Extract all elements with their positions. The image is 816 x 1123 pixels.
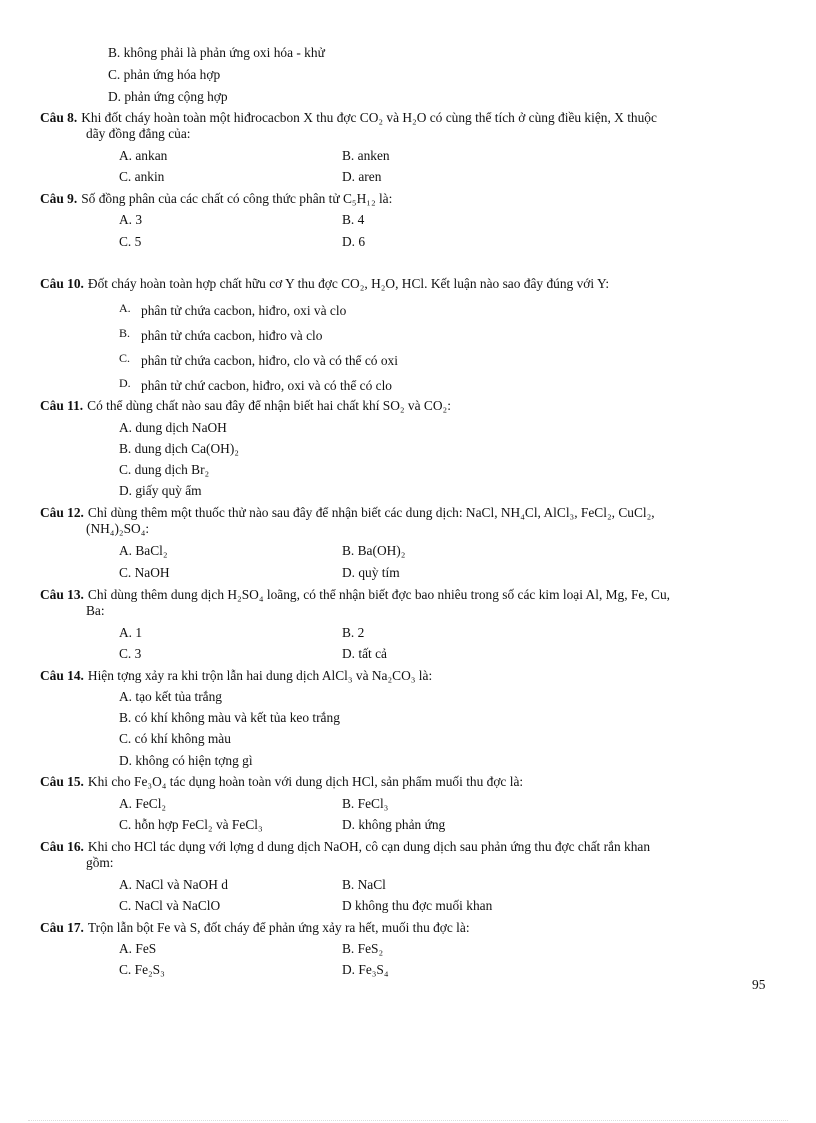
option-text: phân tử chứ cacbon, hiđro, oxi và có thể có clo (141, 378, 393, 393)
option-b: B. FeS₂ (342, 941, 384, 956)
option-b: B. 4 (342, 212, 365, 227)
question-text: Khi đốt cháy hoàn toàn một hiđrocacbon X thu đợc CO₂ và H₂O có cùng thể tích ở cùng điều kiện, X thuộc (81, 110, 657, 125)
question-text: Khi cho Fe₃O₄ tác dụng hoàn toàn với dung dịch HCl, sản phẩm muối thu đợc là: (87, 774, 524, 789)
question-text: Có thể dùng chất nào sau đây để nhận biết hai chất khí SO₂ và CO₂: (87, 398, 451, 413)
page-number: 95 (752, 977, 766, 992)
option-c (119, 350, 398, 369)
option-letter: A. (119, 301, 131, 315)
option-c: C. NaOH (119, 565, 170, 580)
question-number: Câu 13. (40, 587, 84, 602)
option-d (119, 375, 392, 394)
question-14 (40, 668, 770, 684)
question-17 (40, 920, 770, 936)
option-c: C. 3 (119, 646, 142, 661)
question-number: Câu 16. (40, 839, 84, 854)
question-number: Câu 8. (40, 110, 78, 125)
question-number: Câu 9. (40, 191, 78, 206)
option-a (119, 300, 346, 319)
option-d: D. 6 (342, 234, 366, 249)
option-text: phân tử chứa cacbon, hiđro, oxi và clo (141, 303, 347, 318)
option-b-prev: B. không phải là phản ứng oxi hóa - khử (108, 45, 325, 60)
option-d: D. quỳ tím (342, 565, 400, 580)
question-12 (40, 505, 770, 537)
option-d: D. tất cả (342, 646, 387, 661)
question-number: Câu 14. (40, 668, 84, 683)
option-c: C. có khí không màu (119, 731, 231, 746)
option-b: B. FeCl₃ (342, 796, 389, 811)
option-a: A. FeS (119, 941, 157, 956)
question-13 (40, 587, 770, 619)
option-d: D không thu đợc muối khan (342, 898, 493, 913)
option-d: D. không có hiện tợng gì (119, 753, 253, 768)
option-a: A. 3 (119, 212, 143, 227)
question-text: Chỉ dùng thêm dung dịch H₂SO₄ loãng, có thể nhận biết đợc bao nhiêu trong số các kim loại Al, Mg, Fe, Cu, (87, 587, 670, 602)
option-c: C. Fe₂S₃ (119, 962, 165, 977)
option-a: A. tạo kết tủa trắng (119, 689, 222, 704)
option-text: phân tử chứa cacbon, hiđro, clo và có thể có oxi (141, 353, 398, 368)
option-text: phân tử chứa cacbon, hiđro và clo (141, 328, 323, 343)
option-c: C. ankin (119, 169, 165, 184)
question-text-cont: Ba: (86, 603, 105, 618)
option-a: A. FeCl₂ (119, 796, 167, 811)
option-c: C. 5 (119, 234, 142, 249)
question-number: Câu 17. (40, 920, 84, 935)
option-a: A. NaCl và NaOH d (119, 877, 228, 892)
question-text: Khi cho HCl tác dụng với lợng d dung dịch NaOH, cô cạn dung dịch sau phản ứng thu đợc chất rắn khan (87, 839, 651, 854)
option-d: D. không phản ứng (342, 817, 446, 832)
option-d-prev: D. phản ứng cộng hợp (108, 89, 228, 104)
question-number: Câu 15. (40, 774, 84, 789)
question-number: Câu 11. (40, 398, 84, 413)
question-number: Câu 10. (40, 276, 84, 291)
option-a: A. 1 (119, 625, 143, 640)
question-number: Câu 12. (40, 505, 84, 520)
question-16 (40, 839, 770, 871)
question-text-cont: gồm: (86, 855, 114, 870)
question-text-cont: (NH₄)₂SO₄: (86, 521, 150, 536)
option-c: C. NaCl và NaClO (119, 898, 221, 913)
question-text: Đốt cháy hoàn toàn hợp chất hữu cơ Y thu đợc CO₂, H₂O, HCl. Kết luận nào sao đây đúng với Y: (87, 276, 610, 291)
question-11 (40, 398, 770, 414)
option-d: D. giấy quỳ ẩm (119, 483, 202, 498)
option-b: B. có khí không màu và kết tủa keo trắng (119, 710, 340, 725)
question-text-cont: dãy đồng đẳng của: (86, 126, 191, 141)
option-letter: D. (119, 376, 131, 390)
question-15 (40, 774, 770, 790)
question-9 (40, 191, 770, 207)
option-b: B. dung dịch Ca(OH)₂ (119, 441, 239, 456)
page-bottom-divider (28, 1120, 788, 1121)
question-8 (40, 110, 770, 142)
option-b (119, 325, 322, 344)
option-letter: C. (119, 351, 131, 365)
option-c: C. hỗn hợp FeCl₂ và FeCl₃ (119, 817, 263, 832)
option-letter: B. (119, 326, 131, 340)
option-c-prev: C. phản ứng hóa hợp (108, 67, 221, 82)
question-text: Số đồng phân của các chất có công thức phân tử C₅H₁₂ là: (81, 191, 393, 206)
option-a: A. dung dịch NaOH (119, 420, 227, 435)
option-b: B. 2 (342, 625, 365, 640)
option-d: D. Fe₃S₄ (342, 962, 389, 977)
question-10 (40, 276, 770, 292)
option-a: A. BaCl₂ (119, 543, 168, 558)
option-c: C. dung dịch Br₂ (119, 462, 210, 477)
option-b: B. anken (342, 148, 390, 163)
option-b: B. NaCl (342, 877, 386, 892)
option-a: A. ankan (119, 148, 168, 163)
option-b: B. Ba(OH)₂ (342, 543, 406, 558)
question-text: Trộn lẫn bột Fe và S, đốt cháy để phản ứng xảy ra hết, muối thu đợc là: (87, 920, 470, 935)
question-text: Hiện tợng xảy ra khi trộn lẫn hai dung dịch AlCl₃ và Na₂CO₃ là: (87, 668, 433, 683)
question-text: Chỉ dùng thêm một thuốc thử nào sau đây để nhận biết các dung dịch: NaCl, NH₄Cl, AlCl₃, FeCl₂, CuCl₂, (87, 505, 655, 520)
option-d: D. aren (342, 169, 382, 184)
